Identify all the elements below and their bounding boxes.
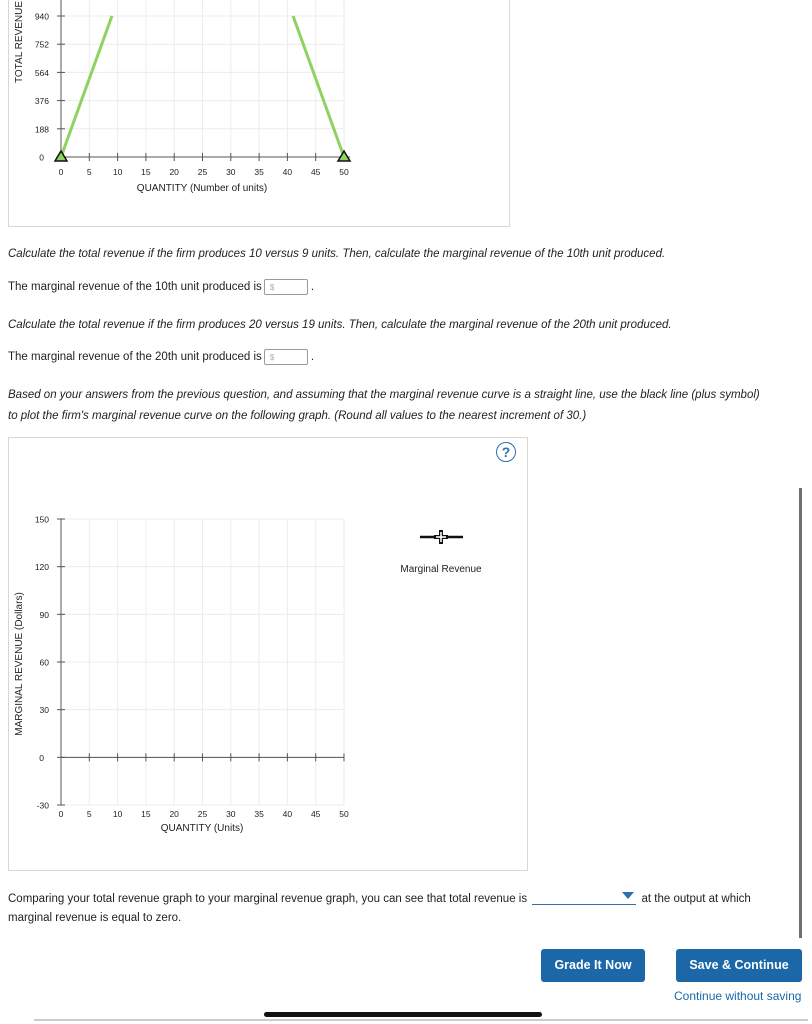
legend-marginal-revenue-label: Marginal Revenue xyxy=(400,564,482,575)
mr-y-tick-label: -30 xyxy=(36,800,49,811)
mr-20th-unit-placeholder: $ xyxy=(269,353,275,362)
divider xyxy=(34,1019,808,1021)
scrollbar[interactable] xyxy=(799,488,802,938)
mr-x-tick-label: 35 xyxy=(254,809,264,819)
tr-x-tick-label: 0 xyxy=(58,167,64,177)
tr-x-tick-label: 30 xyxy=(226,167,236,177)
tr-x-tick-label: 10 xyxy=(112,167,123,177)
continue-without-saving-link[interactable]: Continue without saving xyxy=(674,989,802,1003)
tr-x-tick-label: 15 xyxy=(141,167,151,177)
mr-x-tick-label: 30 xyxy=(226,809,236,819)
mr-x-tick-label: 20 xyxy=(169,809,179,819)
instruction-line-1: Based on your answers from the previous question, and assuming that the marginal revenue curve is a straight line, use the black line (plus symbol) xyxy=(8,389,760,401)
mr-gridlines xyxy=(61,519,344,805)
comparing-text-2: at the output at which xyxy=(641,893,751,905)
mr-y-axis-label: MARGINAL REVENUE (Dollars) xyxy=(14,592,25,736)
mr-x-tick-label: 25 xyxy=(197,809,208,819)
question-1-prompt: Calculate the total revenue if the firm produces 10 versus 9 units. Then, calculate the marginal revenue of the 10th unit produced. xyxy=(8,248,666,260)
mr-x-tick-label: 50 xyxy=(339,809,349,819)
tr-y-tick-label: 752 xyxy=(34,39,49,50)
tr-y-axis-label: TOTAL REVENUE xyxy=(14,0,25,84)
help-icon[interactable]: ? xyxy=(496,442,516,462)
mr-y-tick-label: 0 xyxy=(39,752,44,763)
question-1-label: The marginal revenue of the 10th unit produced is xyxy=(8,281,262,294)
comparing-text-1: Comparing your total revenue graph to your marginal revenue graph, you can see that total revenue is xyxy=(8,893,528,905)
mr-10th-unit-placeholder: $ xyxy=(269,283,275,292)
chevron-down-icon[interactable] xyxy=(622,892,634,899)
mr-x-tick-label: 15 xyxy=(141,809,151,819)
mr-x-tick-label: 45 xyxy=(310,809,321,819)
total-revenue-status-dropdown[interactable] xyxy=(532,891,636,905)
mr-x-tick-label: 10 xyxy=(112,809,123,819)
tr-x-tick-label: 40 xyxy=(282,167,293,177)
comparing-line-2: marginal revenue is equal to zero. xyxy=(8,912,182,924)
home-indicator[interactable] xyxy=(264,1012,542,1017)
mr-y-tick-label: 60 xyxy=(39,657,49,668)
mr-x-tick-label: 5 xyxy=(86,809,92,819)
tr-x-tick-label: 20 xyxy=(169,167,179,177)
mr-y-tick-label: 30 xyxy=(39,705,49,716)
question-2-prompt: Calculate the total revenue if the firm produces 20 versus 19 units. Then, calculate the marginal revenue of the 20th unit produced. xyxy=(8,319,672,331)
grade-it-now-button[interactable]: Grade It Now xyxy=(541,949,645,982)
mr-x-tick-label: 40 xyxy=(282,809,293,819)
mr-x-axis-label: QUANTITY (Units) xyxy=(160,823,244,834)
tr-y-tick-label: 376 xyxy=(34,96,49,107)
question-2-label: The marginal revenue of the 20th unit produced is xyxy=(8,351,262,364)
mr-y-tick-label: 120 xyxy=(34,562,49,573)
tr-x-tick-label: 35 xyxy=(254,167,264,177)
instruction-line-2: to plot the firm's marginal revenue curve on the following graph. (Round all values to the nearest increment of 30.) xyxy=(8,410,587,422)
tr-x-axis-label: QUANTITY (Number of units) xyxy=(136,183,268,194)
tr-x-tick-label: 50 xyxy=(339,167,349,177)
question-2-period: . xyxy=(310,351,315,364)
tr-x-tick-label: 45 xyxy=(310,167,321,177)
tr-y-tick-label: 564 xyxy=(34,67,49,78)
tr-x-tick-label: 25 xyxy=(197,167,208,177)
question-1-period: . xyxy=(310,281,315,294)
tr-x-tick-label: 5 xyxy=(86,167,92,177)
tr-y-tick-label: 188 xyxy=(34,124,49,135)
save-continue-button[interactable]: Save & Continue xyxy=(676,949,802,982)
mr-x-tick-label: 0 xyxy=(58,809,64,819)
comparing-line-1 xyxy=(8,891,751,905)
mr-y-tick-label: 150 xyxy=(34,514,49,525)
marginal-revenue-plus-tool[interactable] xyxy=(420,530,463,544)
tr-y-tick-label: 0 xyxy=(39,152,44,163)
mr-y-tick-label: 90 xyxy=(39,609,49,620)
tr-y-tick-label: 940 xyxy=(34,11,49,22)
